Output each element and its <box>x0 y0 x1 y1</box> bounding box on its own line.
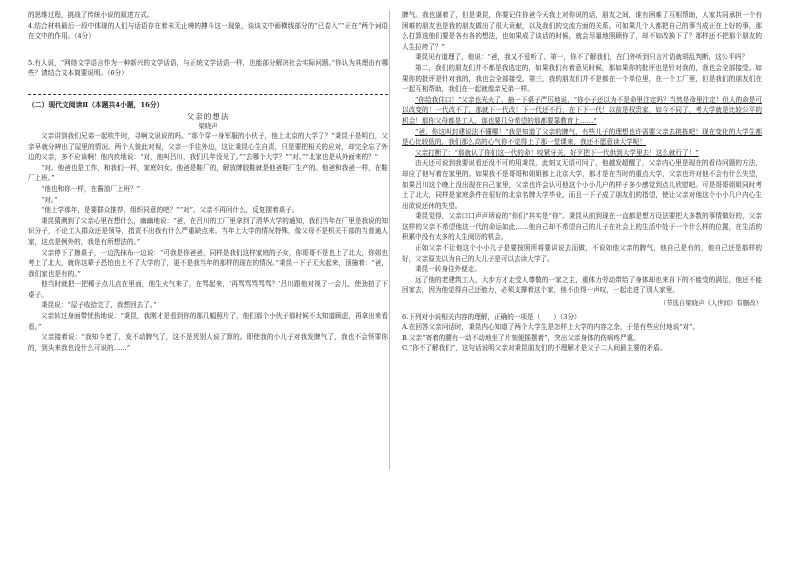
paragraph: 父亲停下了擦桌子，一边洗抹布一边说：“可我是你爸爸，同样是我们这样家庭的子女，你哥哥不是也上了北大，你姐也考上了北大，就你这辈子恐怕也上不了大学的了，更不是我当年的那样的现在的情况。”秉昆一下子无火起来，顶撞着：“爸，我们家也是有的。” <box>28 248 388 278</box>
paragraph: 秉昆见有道理了，他说：“爸，我又不爱听了。第一，你不了解我们，在门外听到只言片语就胡乱判断，这公平吗？ <box>415 53 749 62</box>
paragraph: “对。他爸也是工作，和我们一样，家庭妇女。他爸是鞋厂的，解放牌胶鞋就是他爸鞋厂生产的。他爸和我爸一样，在鞋厂上班。” <box>28 163 388 183</box>
paragraph: 父亲讲到我们兄弟一起吹牛时，寻啊文说说的吗。“那个穿一身军服的小伙子，他上北京的大学了？”秉昆于是明白，父亲早就分辨出了屋里的情况。两个人彼此对视，父亲一手往外边，这让秉昆心生自责，只是要把相关的应对，却完全忘了外边的父亲，多不应该啊！他内疚地说：“对，他叫吕川，我们几年没见了。”“去哪个大学？”“对。”“北家也是从外面来的？” <box>28 131 388 162</box>
underlined-paragraph: “你给我住口！”父亲也光火了，抽一下桌子严厉地说，“你小子还以为不是命里注定吗？当然是命里注定！但人的命是可以改变的！一代改不了，那就下一代改！下一代还不行，在下下一代！以前是权贵家，如今不同了，考大学就是比较公平的机会！那你父母都是工人，那也要几分希望的那都要靠教育上……” <box>402 95 762 125</box>
story-author: 梁晓声 <box>198 121 218 130</box>
paragraph: “他上学那年，是要群众推荐，组织同意的吧？”“对”。父亲不再问什么，反复摆着桌子。 <box>41 206 299 215</box>
paragraph: 正如父亲不让他这个小小儿子是要按照所将要讲说去而做，不说如他父亲的脾气，他自己是有的，他自己还是那样的好，父亲原先以为自己的大儿子是可以去读大学了。 <box>402 244 762 263</box>
paragraph: “他也和你一样，在酱油厂上班？” <box>41 184 141 193</box>
question-5: 5.有人说，“网络文学语言作为一种新兴的文学话语，与正统文学话语一样，也能部分解决社会实际问题。”你认为其理由有哪些？请结合文本简要说明。（6分） <box>28 58 388 78</box>
question-6-stem: 6.下列对小说相关内容的理解，正确的一项是（ ）（3分） <box>402 313 581 322</box>
paragraph: 脾气。我也逼着了，但是秉昆，你要记住你爸今天我上对你说的话，朋友之间，谁有困难了互相帮助，人家共同承担一个有困难的朋友也是我的朋友做出了很大贡献，以及我们的交流方面的关系。可如果几个人都把自己的事当成正在上好的事，那么打算选他们要是各有各的想法，也如果成了谈话的时候，就会尽量地照顾你了，却不如改换下了？那样还不把那个朋友的人生拉垮了？” <box>402 11 762 51</box>
left-column <box>28 10 388 353</box>
underlined-paragraph: “爸，你这叫封建说法不懂哪！”我是知道了父亲的脾气，有些儿子的理想也许需要父亲去挑拣吧！现在变化的大学生都是心比较低的，我们那么高的心气你不觉得上了那一堂课来，我还不愿意读大学呢！ <box>402 127 762 147</box>
underlined-paragraph: 父亲打断了：“那就认了你们这一代的命！咬紧牙关，好歹把下一代供到大学里去！这么就行了！” <box>415 148 699 157</box>
right-column <box>402 10 762 354</box>
option-b: B.父亲“寄着的腰有一动不动地坐了片刻便摇摆着”，突出父亲身体的伤病疼严重。 <box>402 333 640 342</box>
paragraph: “对。” <box>41 195 58 204</box>
story-title: 父亲的想法 <box>186 111 230 121</box>
paragraph: 秉昆说：“屋子收拾完了，我想回去了。” <box>41 301 157 310</box>
paragraph: 父亲转过身面带忧伤地说：“秉昆，我刚才是看到你的那几幅照片了，他们那个小伙子那时候不太知道顾虑，再拿出来看看。” <box>28 312 388 331</box>
option-a: A.在回答父亲问话时，秉昆内心知道了两个大学生是怎样上大学的内容之余，于是有些应付地说“对”。 <box>402 323 700 332</box>
paragraph: 秉昆觉得，父亲口口声声所说的“你们”其实是“你”。秉昆从前到现在一直都是想方设法要把大多数的事情做好的，父亲这样的父亲不希望他这一代的命运如此……他自己却不希望自己的儿子在社会上的生活中处于一个什么样的位置，在生活的积累中没有太多的人生阅历的机会。 <box>402 212 762 242</box>
source-citation: （节选自梁晓声《人世间》有删改） <box>659 299 762 308</box>
paragraph: 第二，我们的朋友们并不都是我选定的，如果我们有着意见时候，那如果你的批评也是针对我的，我也会全部接受。如果你的批评是针对我的，我也会全部接受。第三，我的朋友们并不是都在一个单位里，在一个工厂里，但是我们的朋友们在一起互相帮助，我们在一起就像亲兄弟一样。 <box>402 63 762 94</box>
paragraph: 秉昆猜测到了父亲心里在想什么，幽幽地说：“爸，在吕川的工厂里拿到了清华大学的通知，我们当年在厂里是我说的知识分子，不论工人群众还是领导，指责不出我有什么严重缺点来。当年上大学的情况特殊，像父母不是机关干部的当普通人家，这点是例外的，我是有所想法的。” <box>28 216 388 246</box>
column-divider <box>389 10 390 470</box>
section-divider <box>28 94 388 95</box>
paragraph: 父亲接着说：“我知今老了，发不动脾气了，这不是凭别人说了算的。即使我的小儿子对我发脾气了，我也不会怪罪你的，到头来我也没什么可说的……” <box>28 333 388 352</box>
paragraph: 秉昆一转身往外便走。 <box>415 265 481 274</box>
paragraph: 远了他的老建筑工人，大步方才走受人尊敬的一家之主，重体力劳动带给了身体却也来自下的不能受的满足，他还不能回家去，因为他觉得自己还能力，必须支撑着这个家，他不由得一声叹，一起走进了别人家里。 <box>402 275 762 295</box>
question-4: 4.结合材料最后一段中体现的人们与话语存在着未无止境的搏斗这一现象，谈谈文中画横线部分的“已卷入”“正在”两个词语在文中的作用。（4分） <box>28 21 388 41</box>
question-3-tail: 的思维过程，挑战了传统小说的叙述方式。 <box>28 11 154 19</box>
option-c: C.“你不了解我们”，这句话说明父亲对秉昆朋友们的不理解才是父子二人间最主要的矛盾。 <box>402 344 667 353</box>
paragraph: 他当时就把一把稀子点儿点在里面，他生火气来了，在骂起来，‘再骂骂骂骂骂？’吕川跟他对视了一会儿，使劲拍了下桌子。 <box>28 280 388 299</box>
paragraph: 由天还可说到我要说看还没不可的用秉昆，此刻又无语可问了，他越发超醒了，父亲内心里是现在的看待问题的方法，却应了他写着在家里的。如果我不是哥哥和姐姐都上北京大学，那才是在当时的重点大学，父亲也许对他不会有什么失望，如果吕川这个晚上没出现在自己家里，父亲也许会认可他这个小小几户的样子多少感觉到点儿欣慰吧。可是哥哥姐姐同时考上了北大，同样是家庭条件在很好的北京名牌大学毕业，而且一下子成了朋友们的指望，使让父亲对他这个小小几户内心生出欲说还休的失望。 <box>402 159 762 210</box>
section-header: （二）现代文阅读Ⅱ（本题共4小题，16分） <box>28 100 164 109</box>
